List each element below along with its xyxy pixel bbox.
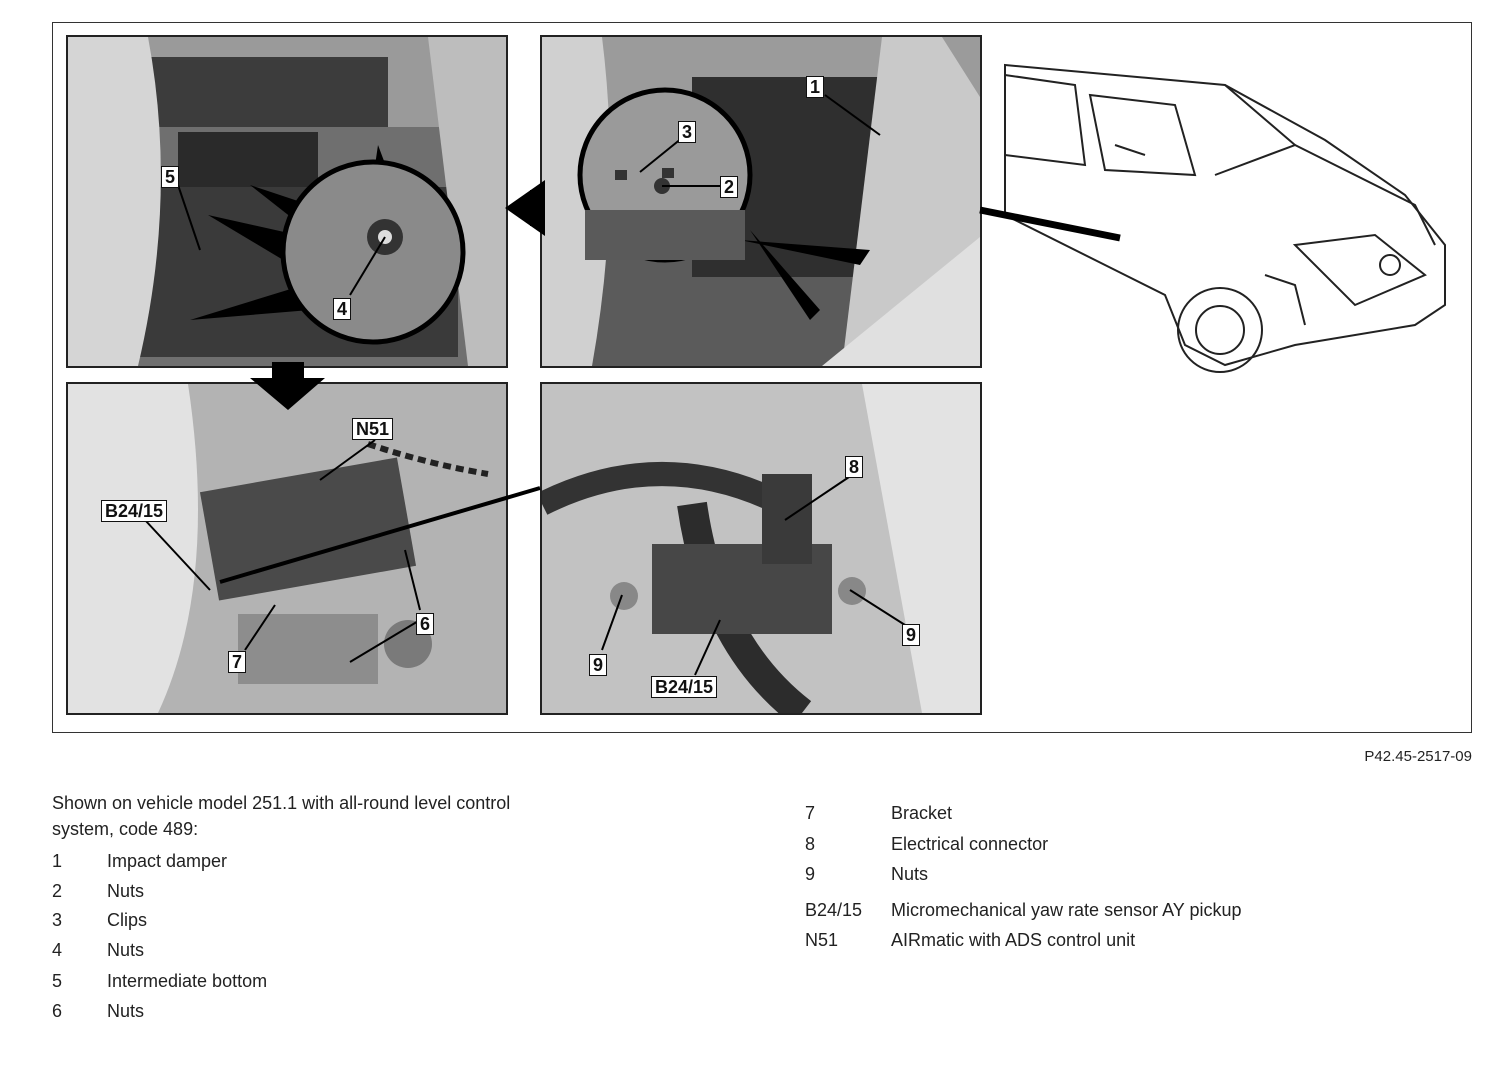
legend-item: B24/15 Micromechanical yaw rate sensor AY pickup: [805, 900, 1242, 920]
legend-item: 3 Clips: [52, 910, 148, 930]
caption-intro: Shown on vehicle model 251.1 with all-round level control system, code 489:: [52, 793, 511, 839]
legend-left: [52, 851, 267, 1031]
legend-right: [805, 803, 1242, 960]
callout-3: 3: [678, 121, 696, 143]
callout-6: 6: [416, 613, 434, 635]
figure-reference: P42.45-2517-09: [1364, 748, 1472, 765]
legend-item: 9 Nuts: [805, 864, 929, 884]
callout-1: 1: [806, 76, 824, 98]
callout-9-left: 9: [589, 654, 607, 676]
vehicle-leader-line: [980, 210, 1120, 238]
legend-item: 7 Bracket: [805, 803, 953, 823]
panel-connector-line: [220, 488, 540, 582]
zoom-detail-nut-clip: [580, 90, 870, 320]
callout-b2415-left: B24/15: [101, 500, 167, 522]
legend-item: 2 Nuts: [52, 881, 145, 901]
callout-b2415-right: B24/15: [651, 676, 717, 698]
callout-8: 8: [845, 456, 863, 478]
legend-item: 1 Impact damper: [52, 851, 228, 871]
legend-item: 6 Nuts: [52, 1001, 145, 1021]
callout-2: 2: [720, 176, 738, 198]
legend-item: N51 AIRmatic with ADS control unit: [805, 930, 1136, 950]
arrow-down-icon: [250, 378, 325, 410]
zoom-detail-nut-4: [190, 145, 463, 342]
callout-9-right: 9: [902, 624, 920, 646]
legend-item: 4 Nuts: [52, 940, 145, 960]
legend-item: 8 Electrical connector: [805, 834, 1049, 854]
callout-7: 7: [228, 651, 246, 673]
callout-4: 4: [333, 298, 351, 320]
callout-n51: N51: [352, 418, 393, 440]
legend-item: 5 Intermediate bottom: [52, 971, 268, 991]
callout-5: 5: [161, 166, 179, 188]
